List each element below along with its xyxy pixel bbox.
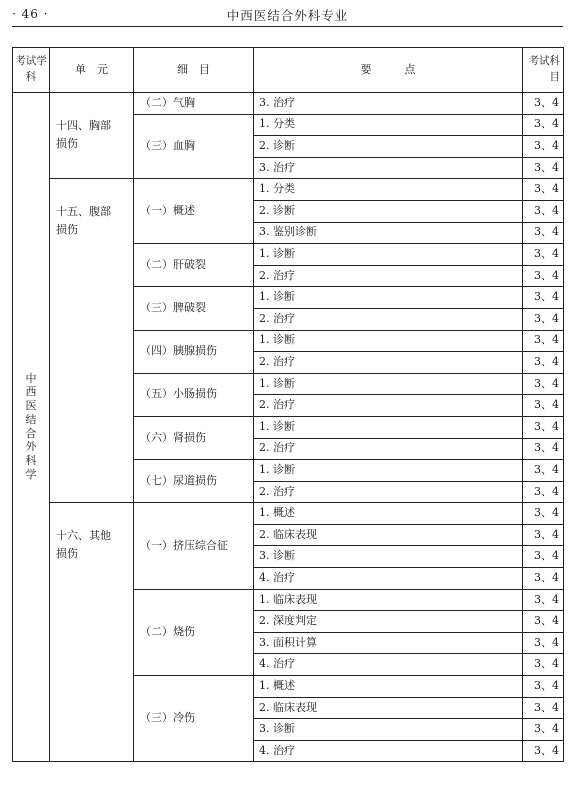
level-cell: 3、4 xyxy=(523,460,564,482)
level-cell: 3、4 xyxy=(523,719,564,741)
col-header-subject: 考试学科 xyxy=(13,48,50,93)
page-number: · 46 · xyxy=(12,7,49,21)
point-cell: 3. 治疗 xyxy=(254,93,523,115)
point-cell: 2. 临床表现 xyxy=(254,697,523,719)
syllabus-table xyxy=(12,47,564,762)
point-cell: 2. 治疗 xyxy=(254,352,523,374)
col-header-detail: 细 目 xyxy=(134,48,254,93)
unit-label: 十六、其他损伤 xyxy=(56,529,111,560)
point-cell: 2. 诊断 xyxy=(254,200,523,222)
point-cell: 2. 治疗 xyxy=(254,395,523,417)
level-cell: 3、4 xyxy=(523,416,564,438)
subject-cell xyxy=(13,93,50,762)
unit-label: 十四、胸部损伤 xyxy=(56,119,111,150)
level-cell: 3、4 xyxy=(523,524,564,546)
detail-cell: （一）挤压综合征 xyxy=(134,503,254,589)
table-row xyxy=(13,93,564,115)
point-cell: 2. 治疗 xyxy=(254,481,523,503)
point-cell: 3. 诊断 xyxy=(254,719,523,741)
point-cell: 3. 诊断 xyxy=(254,546,523,568)
level-cell: 3、4 xyxy=(523,632,564,654)
point-cell: 1. 诊断 xyxy=(254,416,523,438)
level-cell: 3、4 xyxy=(523,568,564,590)
point-cell: 4. 治疗 xyxy=(254,654,523,676)
level-cell: 3、4 xyxy=(523,503,564,525)
detail-cell: （三）血胸 xyxy=(134,114,254,179)
level-cell: 3、4 xyxy=(523,222,564,244)
point-cell: 1. 分类 xyxy=(254,179,523,201)
level-cell: 3、4 xyxy=(523,438,564,460)
unit-label: 十五、腹部损伤 xyxy=(56,205,111,236)
header-rule xyxy=(12,26,563,27)
detail-cell: （六）肾损伤 xyxy=(134,416,254,459)
level-cell: 3、4 xyxy=(523,740,564,762)
level-cell: 3、4 xyxy=(523,265,564,287)
detail-cell: （二）烧伤 xyxy=(134,589,254,675)
level-cell: 3、4 xyxy=(523,676,564,698)
point-cell: 1. 诊断 xyxy=(254,460,523,482)
unit-cell xyxy=(50,179,134,503)
point-cell: 1. 诊断 xyxy=(254,287,523,309)
point-cell: 2. 治疗 xyxy=(254,438,523,460)
level-cell: 3、4 xyxy=(523,93,564,115)
col-header-unit: 单 元 xyxy=(50,48,134,93)
level-cell: 3、4 xyxy=(523,308,564,330)
level-cell: 3、4 xyxy=(523,481,564,503)
level-cell: 3、4 xyxy=(523,330,564,352)
point-cell: 3. 面积计算 xyxy=(254,632,523,654)
level-cell: 3、4 xyxy=(523,157,564,179)
point-cell: 3. 治疗 xyxy=(254,157,523,179)
level-cell: 3、4 xyxy=(523,589,564,611)
point-cell: 1. 诊断 xyxy=(254,330,523,352)
level-cell: 3、4 xyxy=(523,200,564,222)
point-cell: 1. 分类 xyxy=(254,114,523,136)
level-cell: 3、4 xyxy=(523,546,564,568)
point-cell: 1. 诊断 xyxy=(254,244,523,266)
point-cell: 1. 概述 xyxy=(254,676,523,698)
level-cell: 3、4 xyxy=(523,352,564,374)
col-header-points: 要 点 xyxy=(254,48,523,93)
level-cell: 3、4 xyxy=(523,697,564,719)
level-cell: 3、4 xyxy=(523,287,564,309)
point-cell: 1. 概述 xyxy=(254,503,523,525)
level-cell: 3、4 xyxy=(523,395,564,417)
point-cell: 4. 治疗 xyxy=(254,568,523,590)
detail-cell: （二）肝破裂 xyxy=(134,244,254,287)
point-cell: 2. 治疗 xyxy=(254,308,523,330)
detail-cell: （二）气胸 xyxy=(134,93,254,115)
unit-cell xyxy=(50,93,134,179)
point-cell: 2. 深度判定 xyxy=(254,611,523,633)
detail-cell: （四）胰腺损伤 xyxy=(134,330,254,373)
col-header-level: 考试科目 xyxy=(523,48,564,93)
level-cell: 3、4 xyxy=(523,179,564,201)
point-cell: 2. 诊断 xyxy=(254,136,523,158)
level-cell: 3、4 xyxy=(523,611,564,633)
level-cell: 3、4 xyxy=(523,373,564,395)
table-body xyxy=(13,93,564,762)
detail-cell: （七）尿道损伤 xyxy=(134,460,254,503)
point-cell: 3. 鉴别诊断 xyxy=(254,222,523,244)
subject-label: 中西医结合外科学 xyxy=(25,371,37,481)
level-cell: 3、4 xyxy=(523,654,564,676)
detail-cell: （三）脾破裂 xyxy=(134,287,254,330)
page-title: 中西医结合外科专业 xyxy=(226,8,349,23)
level-cell: 3、4 xyxy=(523,114,564,136)
table-header-row xyxy=(13,48,564,93)
unit-cell xyxy=(50,503,134,762)
detail-cell: （一）概述 xyxy=(134,179,254,244)
point-cell: 1. 诊断 xyxy=(254,373,523,395)
page-header xyxy=(12,0,563,26)
detail-cell: （三）冷伤 xyxy=(134,676,254,762)
detail-cell: （五）小肠损伤 xyxy=(134,373,254,416)
table-row xyxy=(13,503,564,525)
level-cell: 3、4 xyxy=(523,136,564,158)
point-cell: 2. 治疗 xyxy=(254,265,523,287)
level-cell: 3、4 xyxy=(523,244,564,266)
point-cell: 1. 临床表现 xyxy=(254,589,523,611)
table-row xyxy=(13,179,564,201)
point-cell: 2. 临床表现 xyxy=(254,524,523,546)
point-cell: 4. 治疗 xyxy=(254,740,523,762)
